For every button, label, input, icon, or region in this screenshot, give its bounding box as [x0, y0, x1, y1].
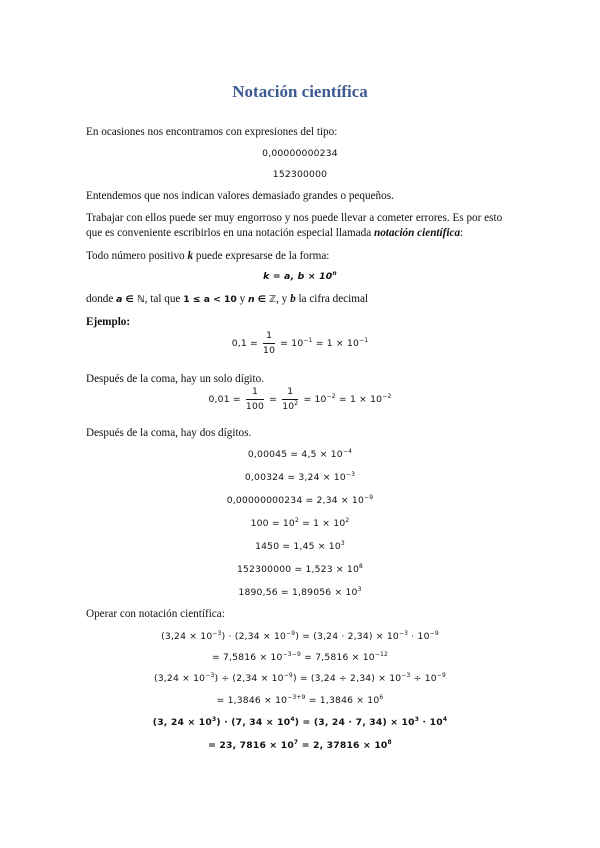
op5-ae: 3	[211, 716, 217, 723]
eq2-den1: 100	[245, 401, 265, 412]
eq2-fraction-1	[246, 386, 264, 413]
eq2-den2-wrap	[282, 400, 298, 413]
op3-c: ) = (3,24 ÷ 2,34) × 10	[292, 673, 402, 684]
page-title: Notación científica	[232, 82, 368, 101]
op1-ce: −3	[398, 630, 409, 637]
eq2-den2: 10	[282, 401, 295, 412]
donde-t2: , tal que	[144, 293, 184, 305]
example-row-tail: = 1 × 10	[298, 518, 346, 529]
positive-end: puede expresarse de la forma:	[193, 250, 330, 262]
eq1-rhs-b: = 1 × 10	[312, 338, 360, 349]
eq1-lhs: 0,1 =	[231, 338, 258, 349]
example-row	[0, 448, 600, 462]
eq1-numerator: 1	[263, 330, 275, 344]
after-eq2-text: Después de la coma, hay dos dígitos.	[86, 427, 252, 439]
op2-b: = 7,5816 × 10	[301, 652, 375, 663]
op4-a: = 1,3846 × 10	[216, 695, 288, 706]
formula-lhs: k = a, b × 10	[263, 271, 333, 282]
op6-be: 8	[387, 739, 392, 746]
example-row-base: 1890,56 = 1,89056 × 10	[238, 587, 358, 598]
op5-be: 4	[290, 716, 295, 723]
equation-1	[0, 330, 600, 357]
example-row	[0, 563, 600, 577]
operation-line-2	[0, 651, 600, 665]
donde-t4: , y	[276, 293, 291, 305]
op2-ae: −3−9	[282, 651, 302, 658]
donde-n-in-z: n ∈ ℤ	[247, 294, 277, 305]
op5-de: 4	[442, 716, 448, 723]
example-small-number: 0,00000000234	[262, 148, 338, 159]
eq2-lhs: 0,01 =	[208, 394, 241, 405]
example-row	[0, 471, 600, 485]
eq2-rhs-a: = 10	[303, 394, 327, 405]
operar-label: Operar con notación científica:	[86, 608, 225, 620]
example-row-base: 1450 = 1,45 × 10	[255, 541, 341, 552]
op2-a: = 7,5816 × 10	[211, 652, 283, 663]
op5-ce: 3	[414, 716, 420, 723]
op3-b: ) ÷ (2,34 × 10	[214, 673, 284, 684]
op3-d: ÷ 10	[410, 673, 437, 684]
example-row-base: 0,00045 = 4,5 × 10	[247, 449, 343, 460]
eq1-rhs-a: = 10	[280, 338, 304, 349]
op1-de: −9	[429, 630, 439, 637]
eq2-num1: 1	[246, 386, 264, 400]
example-row-exp: −3	[345, 471, 356, 478]
donde-t1: donde	[86, 293, 117, 305]
op3-a: (3,24 × 10	[153, 673, 206, 684]
example-row-base: 152300000 = 1,523 × 10	[236, 564, 360, 575]
op1-d: · 10	[408, 631, 430, 642]
op5-b: ) · (7, 34 × 10	[216, 717, 291, 728]
eq1-exp-a: −1	[303, 337, 313, 344]
donde-inequality: 1 ≤ a < 10	[183, 294, 237, 305]
op6-b: = 2, 37816 × 10	[298, 740, 388, 751]
ejemplo-label: Ejemplo:	[86, 316, 131, 328]
op1-c: ) = (3,24 · 2,34) × 10	[295, 631, 399, 642]
op1-a: (3,24 × 10	[161, 631, 213, 642]
eq1-denominator: 10	[263, 345, 276, 356]
formula-exponent: n	[332, 270, 337, 277]
op4-ae: −3+9	[287, 694, 306, 701]
positive-text	[86, 249, 526, 264]
op2-be: −12	[374, 651, 389, 658]
example-row-base: 100 = 10	[250, 518, 295, 529]
op5-a: (3, 24 × 10	[152, 717, 212, 728]
example-row-exp: 8	[359, 563, 364, 570]
example-row-base: 0,00324 = 3,24 × 10	[244, 472, 346, 483]
eq2-equals: =	[269, 394, 278, 405]
paragraph-line2-start: que es conveniente escribirlos en una notación especial llamada	[86, 227, 374, 239]
example-row-exp: −9	[364, 494, 374, 501]
donde-b: b	[290, 293, 296, 305]
paragraph-emphasis: notación científica	[373, 227, 461, 239]
op6-a: = 23, 7816 × 10	[208, 740, 294, 751]
example-row	[0, 494, 600, 508]
donde-t3: y	[236, 293, 248, 305]
example-row	[0, 586, 600, 600]
general-formula	[0, 270, 600, 284]
eq2-fraction-2	[282, 386, 298, 413]
paragraph-line2-end: :	[460, 227, 464, 239]
after-eq1-text: Después de la coma, hay un solo dígito.	[86, 373, 265, 385]
example-row-base: 0,00000000234 = 2,34 × 10	[226, 495, 365, 506]
paragraph-line1: Trabajar con ellos puede ser muy engorroso y nos puede llevar a cometer errores. Es por esto	[86, 212, 503, 224]
operation-line-1	[0, 630, 600, 644]
example-row-exp: 3	[340, 540, 345, 547]
equation-2	[0, 386, 600, 413]
example-row	[0, 540, 600, 554]
operation-line-4	[0, 694, 600, 708]
operation-line-6	[0, 739, 600, 753]
example-large-number: 152300000	[272, 169, 328, 180]
example-row-exp: −4	[342, 448, 353, 455]
op6-ae: 7	[293, 739, 299, 746]
intro-text: En ocasiones nos encontramos con expresiones del tipo:	[86, 126, 338, 138]
paragraph-text	[86, 211, 526, 241]
op3-de: −9	[436, 672, 447, 679]
eq2-exp-b: −2	[382, 393, 392, 400]
eq2-rhs-b: = 1 × 10	[335, 394, 383, 405]
donde-a-in-n: a ∈ ℕ	[116, 294, 145, 305]
op5-d: · 10	[419, 717, 443, 728]
eq2-exp-a: −2	[326, 393, 336, 400]
op1-be: −9	[286, 630, 296, 637]
op4-b: = 1,3846 × 10	[305, 695, 380, 706]
understand-text: Entendemos que nos indican valores demasiado grandes o pequeños.	[86, 190, 394, 202]
eq2-num2: 1	[282, 386, 298, 400]
operation-line-3	[0, 672, 600, 686]
example-row-exp: 2	[294, 517, 299, 524]
donde-text	[86, 292, 526, 307]
op5-c: ) = (3, 24 · 7, 34) × 10	[294, 717, 415, 728]
op3-ce: −3	[401, 672, 411, 679]
example-row-tail-exp: 2	[345, 517, 350, 524]
op1-ae: −3	[212, 630, 222, 637]
op4-be: 6	[379, 694, 384, 701]
eq1-exp-b: −1	[359, 337, 369, 344]
eq2-den2-exp: 2	[294, 400, 299, 407]
positive-k: k	[187, 250, 194, 262]
example-row	[0, 517, 600, 531]
operation-line-5	[0, 716, 600, 730]
op3-ae: −3	[205, 672, 215, 679]
example-row-exp: 3	[357, 586, 362, 593]
eq1-fraction	[263, 330, 275, 357]
op3-be: −9	[283, 672, 293, 679]
donde-t5: la cifra decimal	[295, 293, 369, 305]
positive-start: Todo número positivo	[86, 250, 188, 262]
op1-b: ) · (2,34 × 10	[221, 631, 287, 642]
